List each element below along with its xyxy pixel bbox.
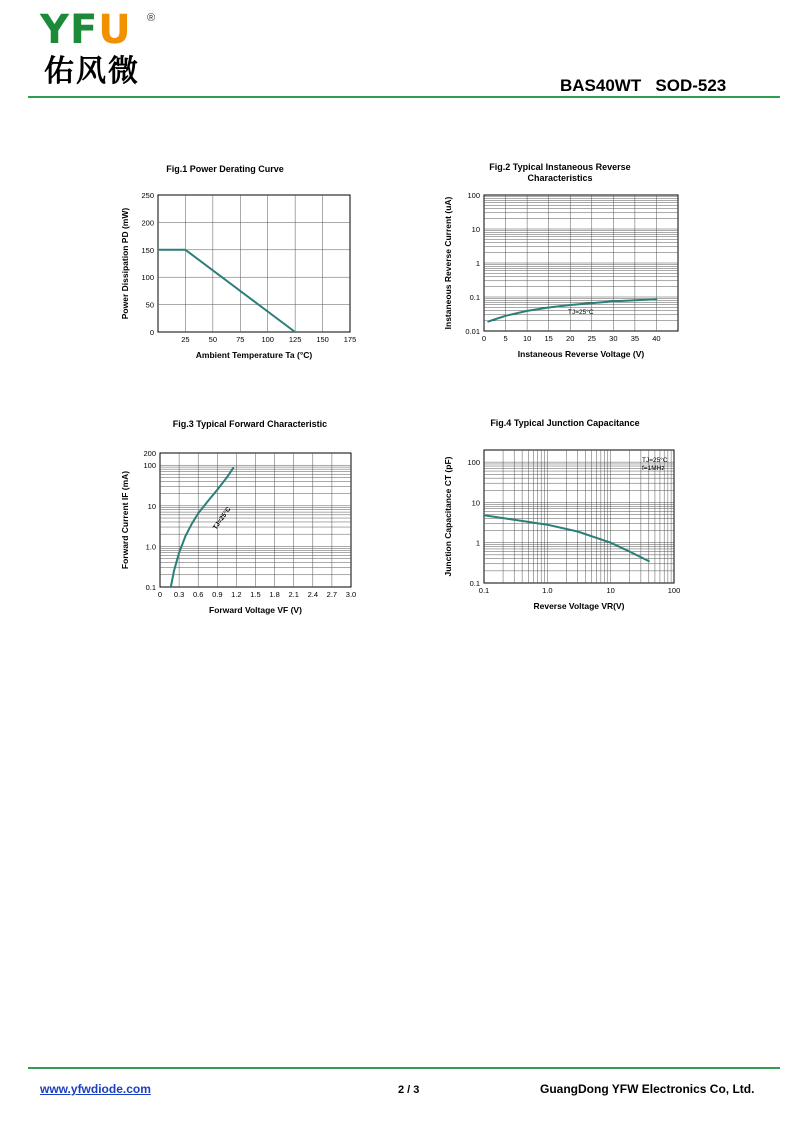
x-tick-label: 175 [343, 335, 357, 344]
x-tick-label: 5 [503, 334, 508, 343]
y-tick-label: 1 [475, 259, 480, 268]
x-tick-label: 0.6 [192, 590, 204, 599]
y-tick-label: 0.01 [465, 327, 480, 336]
x-tick-label: 1.0 [542, 586, 553, 595]
x-axis-label: Ambient Temperature Ta (°C) [195, 350, 313, 360]
y-tick-label: 100 [467, 458, 480, 468]
y-tick-label: 0.1 [469, 579, 480, 588]
fig2-title [470, 162, 650, 184]
company-name: GuangDong YFW Electronics Co, Ltd. [540, 1082, 755, 1096]
x-tick-label: 10 [522, 334, 532, 343]
x-tick-label: 2.7 [326, 590, 338, 599]
logo-chinese-name: 佑风微 [44, 54, 140, 89]
y-tick-label: 200 [143, 449, 156, 458]
y-tick-label: 10 [471, 225, 480, 234]
temperature-annotation: TJ=25°C [211, 505, 233, 532]
logo-text-u: U [98, 7, 132, 53]
plot-frame [158, 195, 350, 332]
fig2-reverse-characteristics-chart [438, 185, 688, 375]
logo-text-yf: YF [40, 7, 99, 53]
fig1-power-derating-chart [110, 185, 370, 375]
x-tick-label: 1.8 [269, 590, 280, 599]
temperature-annotation: TJ=25°C [642, 457, 668, 464]
y-tick-label: 50 [145, 300, 154, 310]
fig3-forward-characteristic-chart [110, 440, 370, 630]
footer-rule [28, 1067, 780, 1069]
x-tick-label: 1.5 [250, 590, 261, 599]
x-tick-label: 0 [157, 590, 163, 599]
company-logo [40, 7, 132, 53]
y-tick-label: 1.0 [145, 542, 156, 552]
x-tick-label: 1.2 [231, 590, 242, 599]
x-tick-label: 30 [609, 334, 618, 343]
x-tick-label: 35 [630, 334, 640, 343]
y-tick-label: 10 [147, 501, 156, 511]
y-axis-label: Instaneous Reverse Current (uA) [443, 196, 453, 330]
y-tick-label: 100 [467, 191, 480, 200]
x-tick-label: 150 [316, 335, 329, 344]
y-axis-label: Forward Current IF (mA) [120, 470, 130, 570]
fig2-title-line2: Characteristics [527, 173, 593, 183]
x-tick-label: 2.4 [307, 590, 319, 599]
y-tick-label: 100 [143, 461, 156, 471]
fig3-title: Fig.3 Typical Forward Characteristic [172, 419, 328, 429]
y-tick-label: 0.1 [145, 583, 156, 592]
x-tick-label: 0.1 [478, 586, 490, 595]
x-axis-label: Reverse Voltage VR(V) [533, 601, 625, 611]
y-tick-label: 250 [141, 191, 154, 200]
y-axis-label: Junction Capacitance CT (pF) [443, 456, 453, 577]
part-number-title: BAS40WT SOD-523 [560, 76, 727, 95]
registered-mark: ® [147, 12, 156, 24]
x-tick-label: 15 [544, 334, 553, 343]
x-tick-label: 20 [566, 334, 575, 343]
y-tick-label: 1 [475, 538, 480, 548]
x-tick-label: 50 [208, 335, 218, 344]
x-tick-label: 75 [236, 335, 245, 344]
y-tick-label: 100 [141, 273, 154, 283]
x-tick-label: 25 [181, 335, 190, 344]
fig4-title: Fig.4 Typical Junction Capacitance [490, 418, 640, 428]
x-tick-label: 2.1 [288, 590, 299, 599]
y-tick-label: 200 [141, 218, 154, 228]
y-axis-label: Power Dissipation PD (mW) [120, 207, 130, 320]
fig1-title: Fig.1 Power Derating Curve [166, 164, 284, 174]
x-tick-label: 0.9 [212, 590, 223, 599]
x-axis-label: Instaneous Reverse Voltage (V) [517, 349, 645, 359]
x-tick-label: 40 [652, 334, 661, 343]
x-tick-label: 10 [606, 586, 615, 595]
y-tick-label: 0 [149, 328, 154, 337]
website-link[interactable]: www.yfwdiode.com [40, 1082, 151, 1096]
y-tick-label: 150 [141, 245, 154, 255]
x-tick-label: 100 [667, 586, 681, 595]
fig2-title-line1: Fig.2 Typical Instaneous Reverse [489, 162, 631, 172]
x-tick-label: 3.0 [345, 590, 357, 599]
x-tick-label: 0 [481, 334, 487, 343]
x-tick-label: 0.3 [173, 590, 185, 599]
page-number: 2 / 3 [398, 1084, 420, 1096]
fig4-junction-capacitance-chart [438, 440, 688, 630]
x-tick-label: 100 [261, 335, 274, 344]
y-tick-label: 10 [471, 498, 480, 508]
temperature-annotation: TJ=25°C [568, 309, 594, 316]
x-axis-label: Forward Voltage VF (V) [209, 605, 302, 615]
frequency-annotation: f=1MHz [642, 465, 665, 472]
header-rule [28, 96, 780, 98]
x-tick-label: 125 [288, 335, 302, 344]
y-tick-label: 0.1 [469, 293, 480, 302]
x-tick-label: 25 [587, 334, 596, 343]
